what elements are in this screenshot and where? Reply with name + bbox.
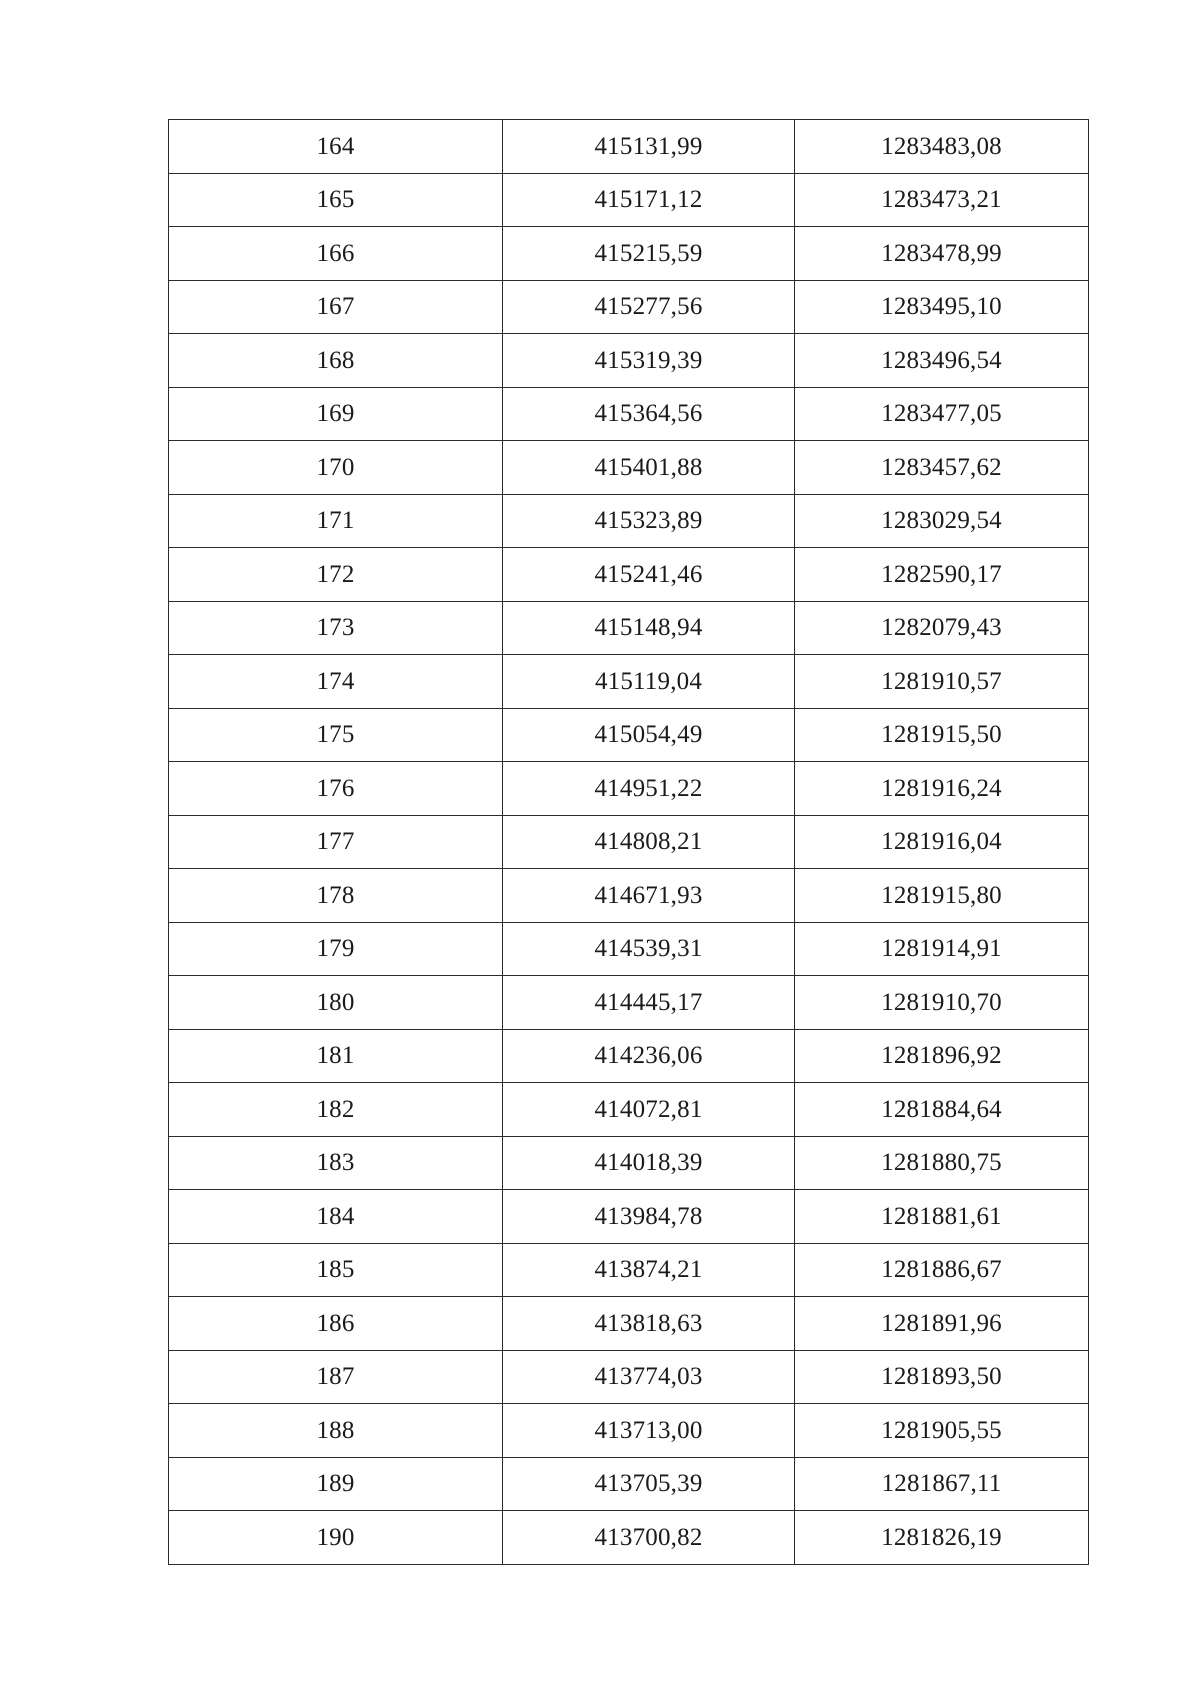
point-number-cell: 185: [169, 1243, 503, 1297]
table-row: [169, 1297, 1089, 1351]
point-number-cell: 182: [169, 1083, 503, 1137]
table-row: [169, 762, 1089, 816]
point-number-cell: 170: [169, 441, 503, 495]
x-coordinate-cell: 413984,78: [503, 1190, 795, 1244]
y-coordinate-cell: 1281914,91: [795, 922, 1089, 976]
y-coordinate-cell: 1283457,62: [795, 441, 1089, 495]
table-row: [169, 1350, 1089, 1404]
y-coordinate-cell: 1281896,92: [795, 1029, 1089, 1083]
point-number-cell: 176: [169, 762, 503, 816]
y-coordinate-cell: 1283496,54: [795, 334, 1089, 388]
x-coordinate-cell: 413818,63: [503, 1297, 795, 1351]
table-row: [169, 1190, 1089, 1244]
y-coordinate-cell: 1281905,55: [795, 1404, 1089, 1458]
table-row: [169, 976, 1089, 1030]
y-coordinate-cell: 1281891,96: [795, 1297, 1089, 1351]
coordinates-table: [168, 119, 1089, 1565]
table-row: [169, 1511, 1089, 1565]
point-number-cell: 167: [169, 280, 503, 334]
y-coordinate-cell: 1281916,24: [795, 762, 1089, 816]
coordinates-table-body: [169, 120, 1089, 1565]
point-number-cell: 184: [169, 1190, 503, 1244]
x-coordinate-cell: 414951,22: [503, 762, 795, 816]
y-coordinate-cell: 1283477,05: [795, 387, 1089, 441]
x-coordinate-cell: 414236,06: [503, 1029, 795, 1083]
x-coordinate-cell: 413705,39: [503, 1457, 795, 1511]
x-coordinate-cell: 413874,21: [503, 1243, 795, 1297]
point-number-cell: 189: [169, 1457, 503, 1511]
x-coordinate-cell: 415215,59: [503, 227, 795, 281]
x-coordinate-cell: 413713,00: [503, 1404, 795, 1458]
table-row: [169, 815, 1089, 869]
x-coordinate-cell: 415364,56: [503, 387, 795, 441]
table-row: [169, 1404, 1089, 1458]
y-coordinate-cell: 1281910,70: [795, 976, 1089, 1030]
x-coordinate-cell: 414072,81: [503, 1083, 795, 1137]
y-coordinate-cell: 1281910,57: [795, 655, 1089, 709]
table-row: [169, 1457, 1089, 1511]
table-row: [169, 494, 1089, 548]
x-coordinate-cell: 415277,56: [503, 280, 795, 334]
y-coordinate-cell: 1281916,04: [795, 815, 1089, 869]
y-coordinate-cell: 1281915,50: [795, 708, 1089, 762]
point-number-cell: 173: [169, 601, 503, 655]
table-row: [169, 280, 1089, 334]
point-number-cell: 188: [169, 1404, 503, 1458]
point-number-cell: 175: [169, 708, 503, 762]
point-number-cell: 186: [169, 1297, 503, 1351]
table-row: [169, 922, 1089, 976]
x-coordinate-cell: 413700,82: [503, 1511, 795, 1565]
point-number-cell: 178: [169, 869, 503, 923]
y-coordinate-cell: 1281893,50: [795, 1350, 1089, 1404]
table-row: [169, 1083, 1089, 1137]
y-coordinate-cell: 1281886,67: [795, 1243, 1089, 1297]
table-row: [169, 869, 1089, 923]
point-number-cell: 183: [169, 1136, 503, 1190]
point-number-cell: 187: [169, 1350, 503, 1404]
y-coordinate-cell: 1281884,64: [795, 1083, 1089, 1137]
x-coordinate-cell: 414808,21: [503, 815, 795, 869]
point-number-cell: 168: [169, 334, 503, 388]
table-row: [169, 173, 1089, 227]
point-number-cell: 181: [169, 1029, 503, 1083]
point-number-cell: 169: [169, 387, 503, 441]
x-coordinate-cell: 415241,46: [503, 548, 795, 602]
x-coordinate-cell: 414445,17: [503, 976, 795, 1030]
point-number-cell: 180: [169, 976, 503, 1030]
y-coordinate-cell: 1281826,19: [795, 1511, 1089, 1565]
y-coordinate-cell: 1281915,80: [795, 869, 1089, 923]
table-row: [169, 1243, 1089, 1297]
x-coordinate-cell: 415171,12: [503, 173, 795, 227]
y-coordinate-cell: 1281881,61: [795, 1190, 1089, 1244]
point-number-cell: 179: [169, 922, 503, 976]
y-coordinate-cell: 1283478,99: [795, 227, 1089, 281]
table-row: [169, 334, 1089, 388]
table-row: [169, 120, 1089, 174]
table-row: [169, 601, 1089, 655]
x-coordinate-cell: 415131,99: [503, 120, 795, 174]
x-coordinate-cell: 414671,93: [503, 869, 795, 923]
table-row: [169, 548, 1089, 602]
y-coordinate-cell: 1283029,54: [795, 494, 1089, 548]
point-number-cell: 166: [169, 227, 503, 281]
table-row: [169, 227, 1089, 281]
y-coordinate-cell: 1281880,75: [795, 1136, 1089, 1190]
table-row: [169, 1029, 1089, 1083]
y-coordinate-cell: 1281867,11: [795, 1457, 1089, 1511]
x-coordinate-cell: 413774,03: [503, 1350, 795, 1404]
table-row: [169, 387, 1089, 441]
x-coordinate-cell: 415119,04: [503, 655, 795, 709]
y-coordinate-cell: 1283483,08: [795, 120, 1089, 174]
point-number-cell: 172: [169, 548, 503, 602]
y-coordinate-cell: 1283473,21: [795, 173, 1089, 227]
x-coordinate-cell: 415148,94: [503, 601, 795, 655]
x-coordinate-cell: 414018,39: [503, 1136, 795, 1190]
y-coordinate-cell: 1282079,43: [795, 601, 1089, 655]
point-number-cell: 190: [169, 1511, 503, 1565]
table-row: [169, 1136, 1089, 1190]
table-row: [169, 441, 1089, 495]
y-coordinate-cell: 1282590,17: [795, 548, 1089, 602]
x-coordinate-cell: 415323,89: [503, 494, 795, 548]
point-number-cell: 174: [169, 655, 503, 709]
x-coordinate-cell: 414539,31: [503, 922, 795, 976]
point-number-cell: 165: [169, 173, 503, 227]
table-row: [169, 708, 1089, 762]
point-number-cell: 177: [169, 815, 503, 869]
y-coordinate-cell: 1283495,10: [795, 280, 1089, 334]
x-coordinate-cell: 415401,88: [503, 441, 795, 495]
table-row: [169, 655, 1089, 709]
x-coordinate-cell: 415319,39: [503, 334, 795, 388]
point-number-cell: 164: [169, 120, 503, 174]
point-number-cell: 171: [169, 494, 503, 548]
x-coordinate-cell: 415054,49: [503, 708, 795, 762]
